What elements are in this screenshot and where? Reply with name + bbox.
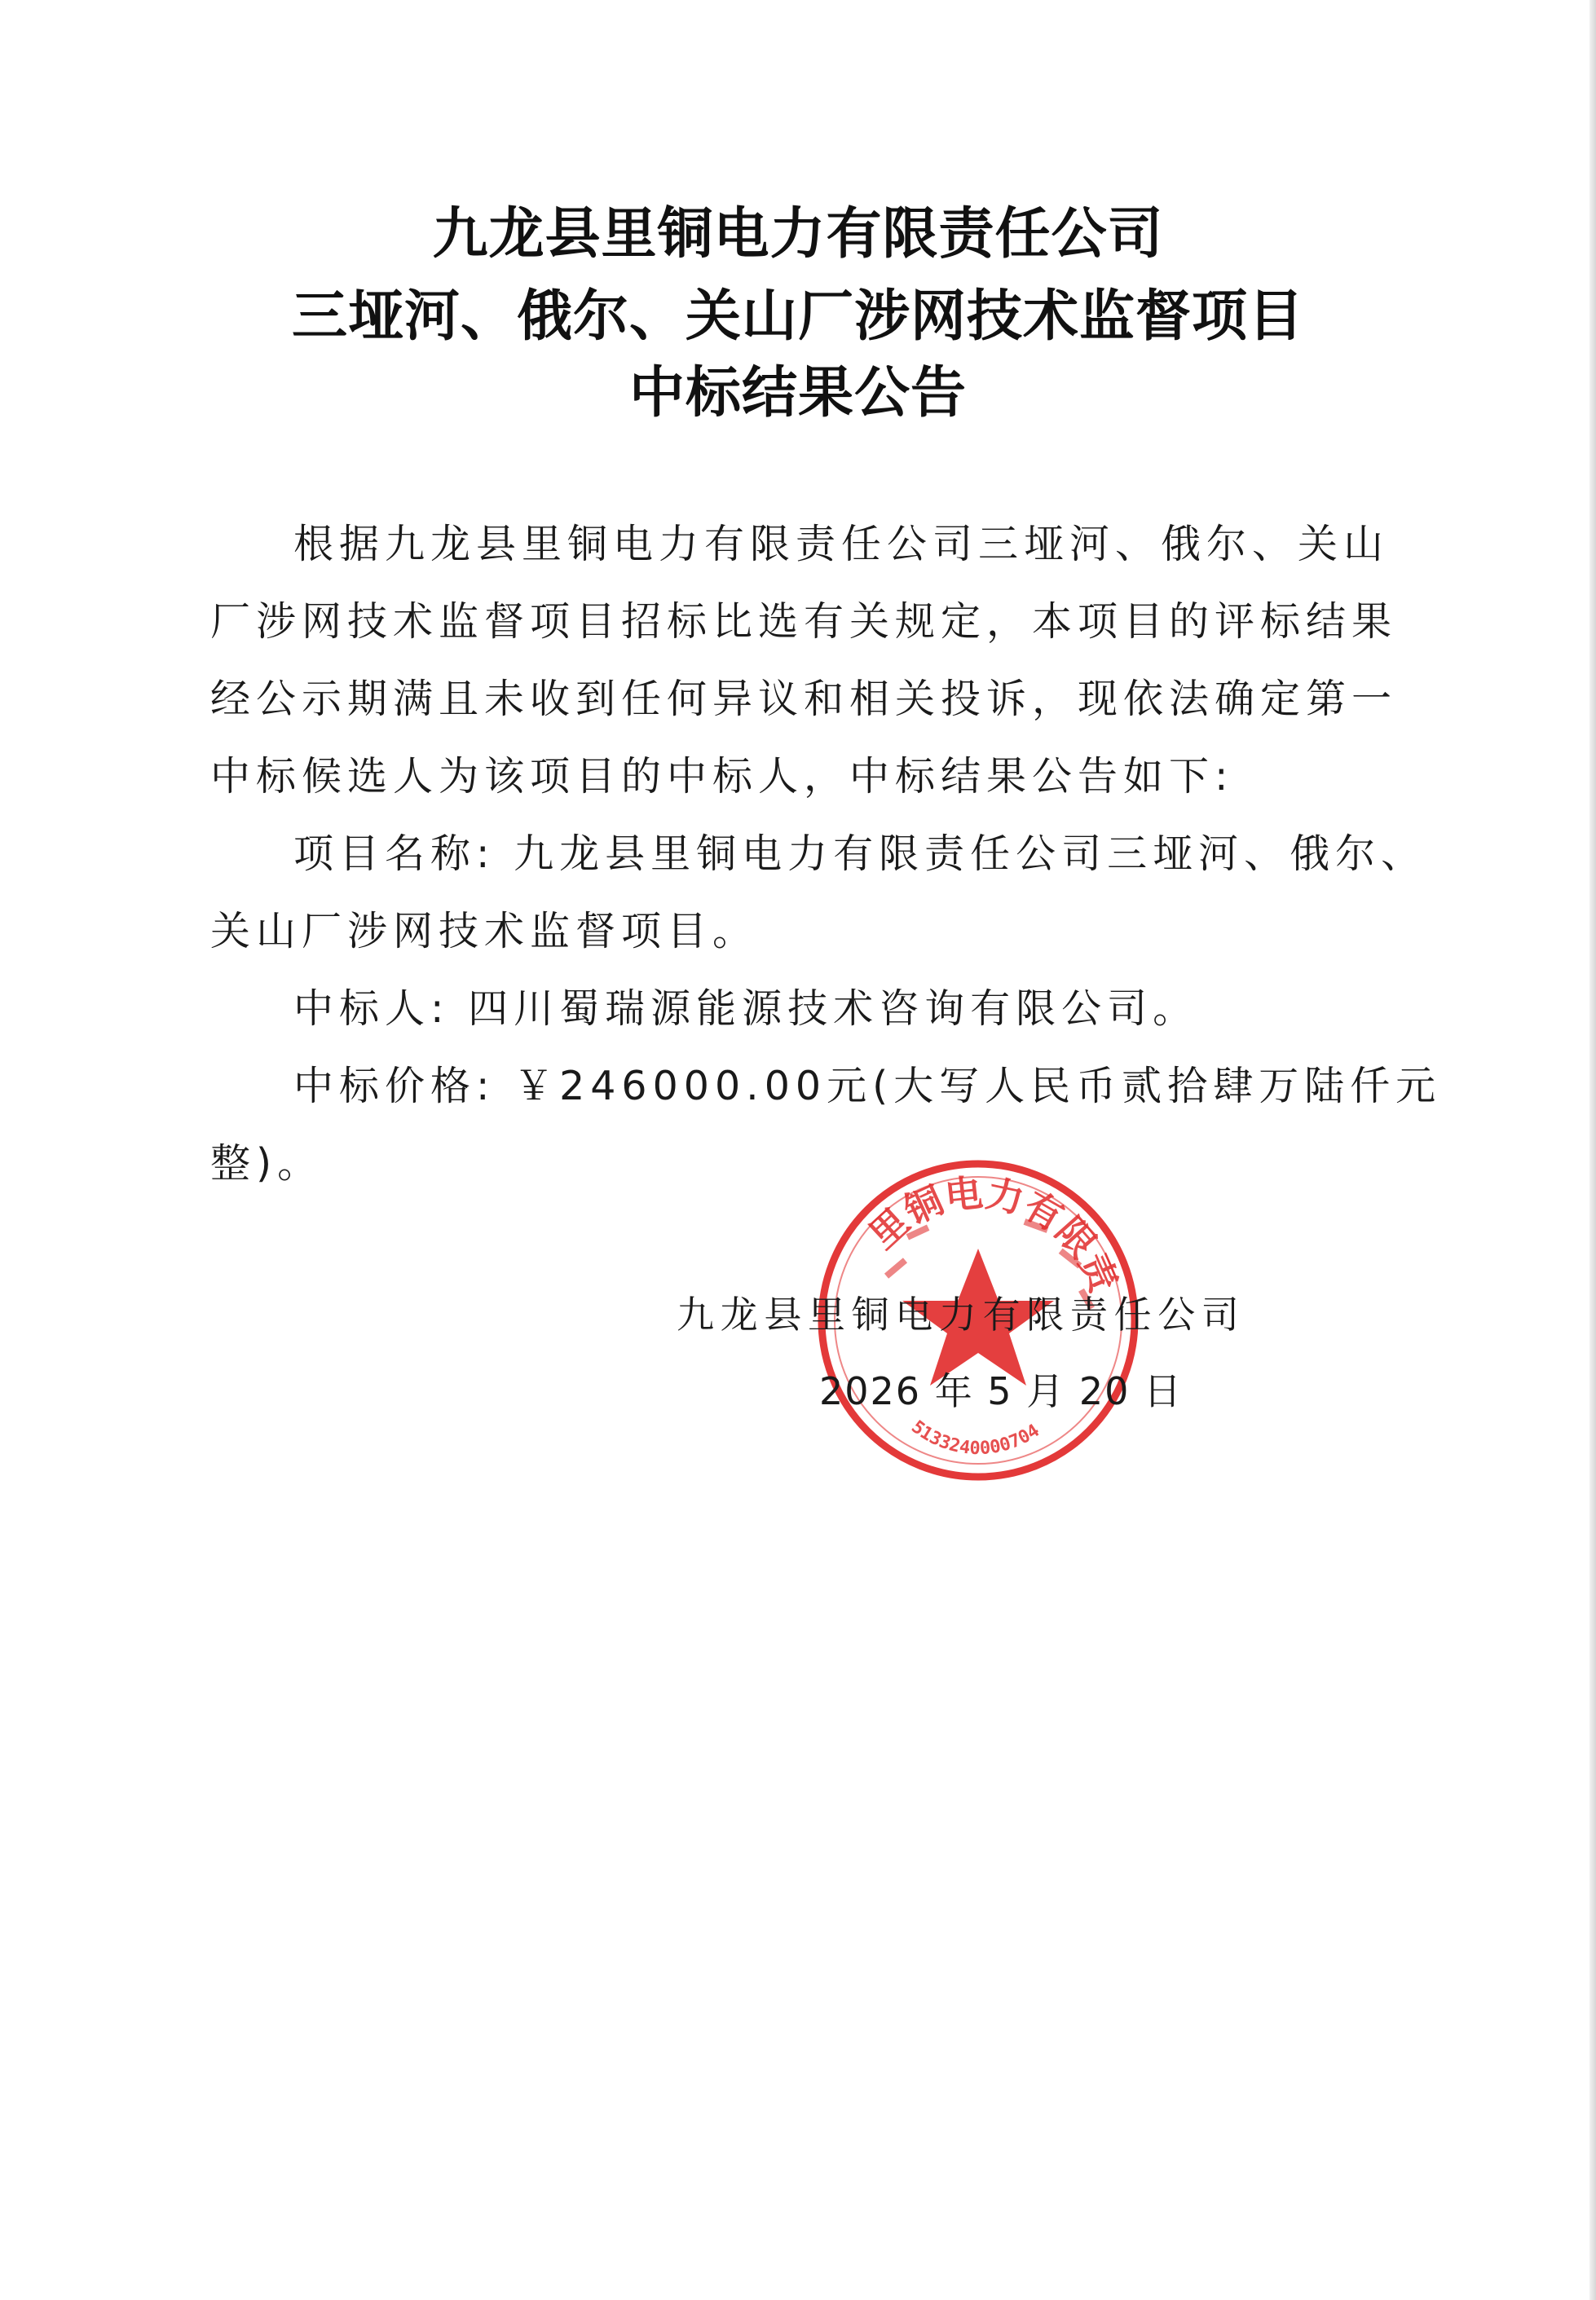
title-line-3: 中标结果公告 [628, 360, 967, 425]
winner-line: 中标人: 四川蜀瑞源能源技术咨询有限公司。 [293, 985, 1199, 1032]
paragraph-intro-line-4: 中标候选人为该项目的中标人，中标结果公告如下: [210, 753, 1234, 800]
seal-ring-text: 里铜电力有限责 [860, 1170, 1126, 1299]
signature-date: 2026 年 5 月 20 日 [819, 1369, 1183, 1413]
signature-company-text: 九 龙 县 里 铜 电 力 有 限 责 任 公 司 [677, 1293, 1239, 1337]
project-name-line-2: 关山厂涉网技术监督项目。 [210, 908, 759, 954]
price-line-2: 整)。 [210, 1140, 324, 1187]
title-line-2: 三垭河、俄尔、关山厂涉网技术监督项目 [291, 284, 1304, 349]
project-name-line-1: 项目名称: 九龙县里铜电力有限责任公司三垭河、俄尔、 [293, 831, 1427, 877]
title-line-1: 九龙县里铜电力有限责任公司 [432, 201, 1164, 267]
paragraph-intro-line-3: 经公示期满且未收到任何异议和相关投诉，现依法确定第一 [210, 676, 1398, 722]
scan-edge [1589, 0, 1596, 2300]
paragraph-intro-line-2: 厂涉网技术监督项目招标比选有关规定，本项目的评标结果 [210, 598, 1398, 645]
signature-company [677, 1293, 1239, 1337]
seal-number: 5133240000704 [907, 1417, 1044, 1460]
price-line-1: 中标价格: ￥246000.00元(大写人民币贰拾肆万陆仟元 [293, 1063, 1442, 1109]
paragraph-intro-line-1: 根据九龙县里铜电力有限责任公司三垭河、俄尔、关山 [293, 521, 1390, 567]
